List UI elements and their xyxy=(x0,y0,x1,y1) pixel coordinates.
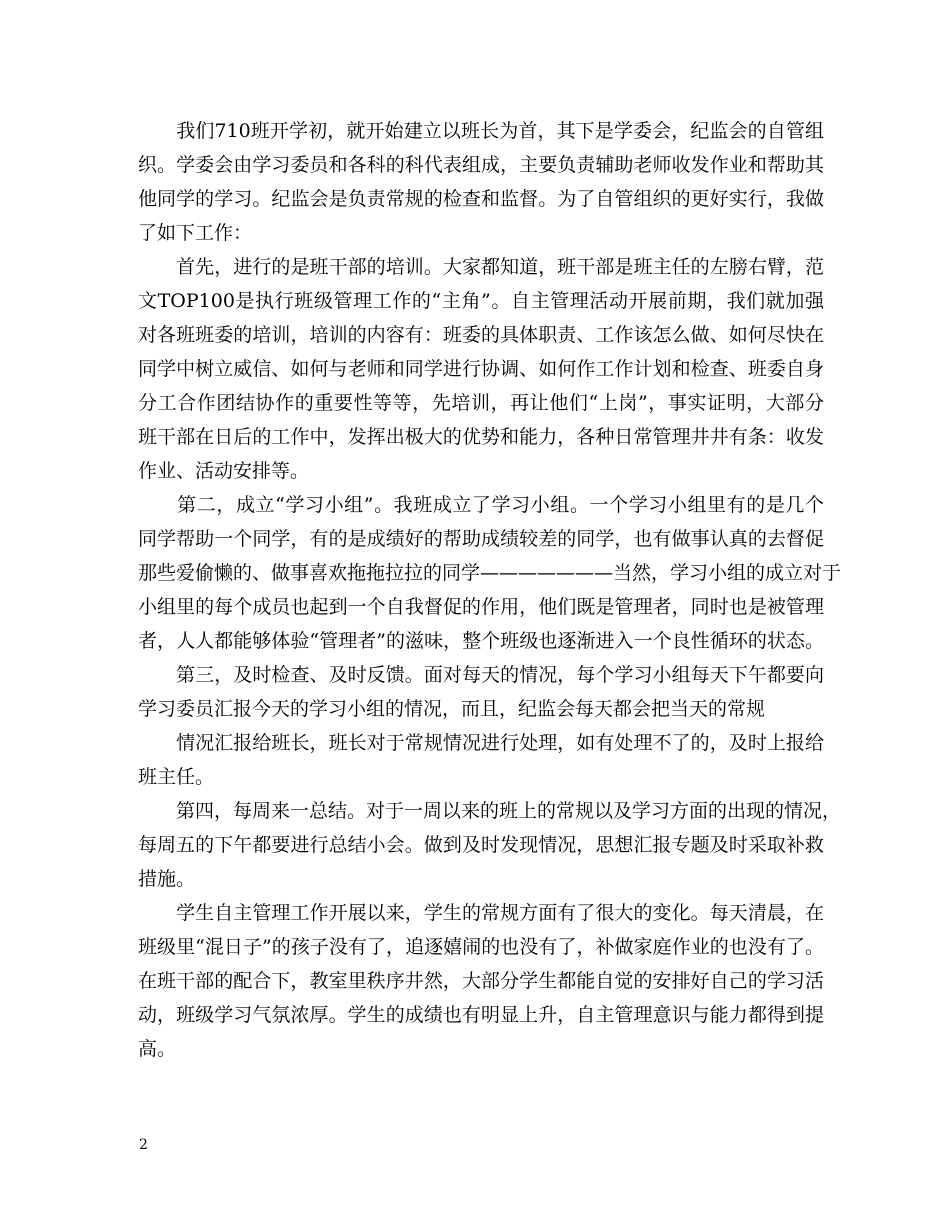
text-line-18: 学习委员汇报今天的学习小组的情况，而且，纪监会每天都会把当天的常规 xyxy=(138,698,766,720)
text-line-23: 措施。 xyxy=(138,868,196,890)
text-line-9: 分工合作团结协作的重要性等等，先培训，再让他们“上岗”，事实证明，大部分 xyxy=(138,392,824,414)
text-line-14: 那些爱偷懒的、做事喜欢拖拖拉拉的同学———————当然，学习小组的成立对于 xyxy=(138,562,842,584)
text-line-13: 同学帮助一个同学，有的是成绩好的帮助成绩较差的同学，也有做事认真的去督促 xyxy=(138,528,824,550)
text-line-15: 小组里的每个成员也起到一个自我督促的作用，他们既是管理者，同时也是被管理 xyxy=(138,596,824,618)
text-line-25: 班级里“混日子”的孩子没有了，追逐嬉闹的也没有了，补做家庭作业的也没有了。 xyxy=(138,936,824,958)
text-line-12: 第二，成立“学习小组”。我班成立了学习小组。一个学习小组里有的是几个 xyxy=(138,494,824,516)
text-line-26: 在班干部的配合下，教室里秩序井然，大部分学生都能自觉的安排好自己的学习活 xyxy=(138,970,824,992)
text-line-6: 文TOP100是执行班级管理工作的“主角”。自主管理活动开展前期，我们就加强 xyxy=(138,290,824,312)
page-number: 2 xyxy=(139,1137,148,1153)
text-line-1: 我们710班开学初，就开始建立以班长为首，其下是学委会，纪监会的自管组 xyxy=(138,120,824,142)
text-line-16: 者，人人都能够体验“管理者”的滋味，整个班级也逐渐进入一个良性循环的状态。 xyxy=(138,630,824,652)
text-line-8: 同学中树立威信、如何与老师和同学进行协调、如何作工作计划和检查、班委自身 xyxy=(138,358,824,380)
text-line-11: 作业、活动安排等。 xyxy=(138,460,310,482)
text-line-4: 了如下工作： xyxy=(138,222,253,244)
text-line-3: 他同学的学习。纪监会是负责常规的检查和监督。为了自管组织的更好实行，我做 xyxy=(138,188,824,210)
text-line-10: 班干部在日后的工作中，发挥出极大的优势和能力，各种日常管理井井有条：收发 xyxy=(138,426,824,448)
text-line-2: 织。学委会由学习委员和各科的科代表组成，主要负责辅助老师收发作业和帮助其 xyxy=(138,154,824,176)
text-line-7: 对各班班委的培训，培训的内容有：班委的具体职责、工作该怎么做、如何尽快在 xyxy=(138,324,824,346)
text-line-28: 高。 xyxy=(138,1038,177,1060)
text-line-27: 动，班级学习气氛浓厚。学生的成绩也有明显上升，自主管理意识与能力都得到提 xyxy=(138,1004,824,1026)
text-line-24: 学生自主管理工作开展以来，学生的常规方面有了很大的变化。每天清晨，在 xyxy=(138,902,824,924)
text-line-19: 情况汇报给班长，班长对于常规情况进行处理，如有处理不了的，及时上报给 xyxy=(138,732,824,754)
text-line-20: 班主任。 xyxy=(138,766,215,788)
text-line-5: 首先，进行的是班干部的培训。大家都知道，班干部是班主任的左膀右臂，范 xyxy=(138,256,824,278)
text-line-21: 第四，每周来一总结。对于一周以来的班上的常规以及学习方面的出现的情况， xyxy=(138,800,842,822)
text-line-22: 每周五的下午都要进行总结小会。做到及时发现情况，思想汇报专题及时采取补救 xyxy=(138,834,824,856)
text-line-17: 第三，及时检查、及时反馈。面对每天的情况，每个学习小组每天下午都要向 xyxy=(138,664,824,686)
